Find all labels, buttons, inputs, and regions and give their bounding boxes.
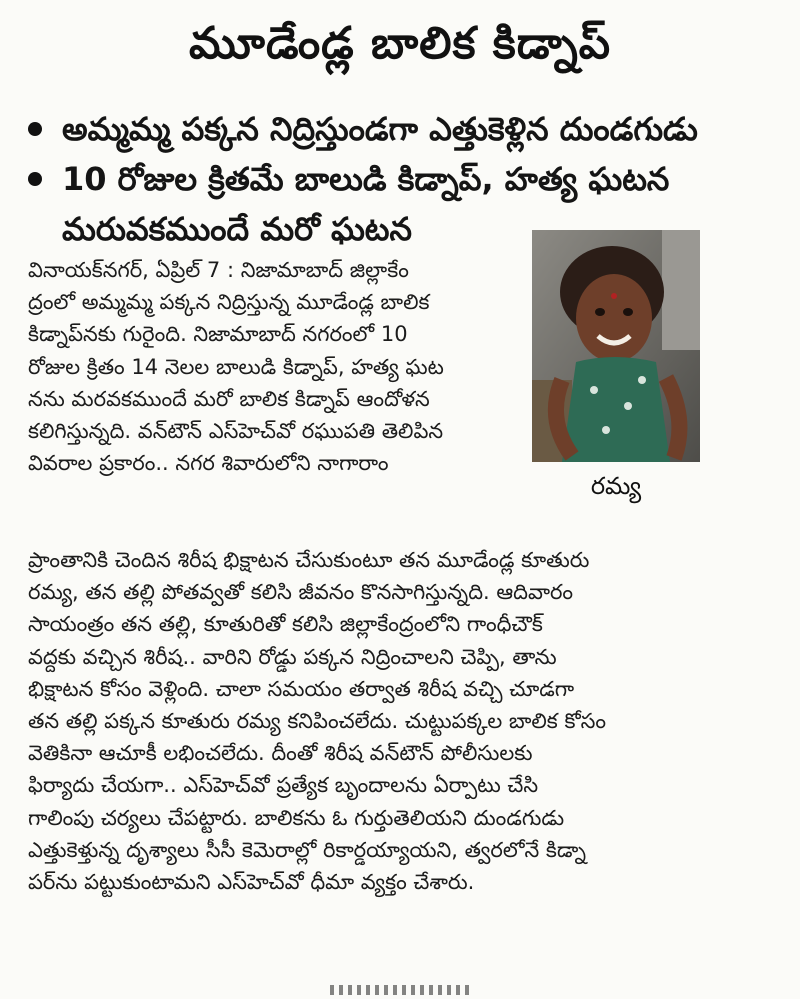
bullet-dot-icon <box>28 122 42 136</box>
bullet-point <box>28 104 768 154</box>
article-line: రమ్య, తన తల్లి పోతవ్వతో కలిసి జీవనం కొనసాగిస్తున్నది. ఆదివారం <box>28 580 574 605</box>
article-line: నను మరవకముందే మరో బాలిక కిడ్నాప్ ఆందోళన <box>28 386 430 411</box>
article-line: గాలింపు చర్యలు చేపట్టారు. బాలికను ఓ గుర్తుతెలియని దుండగుడు <box>28 805 565 830</box>
article-line: వివరాల ప్రకారం.. నగర శివారులోని నాగారాం <box>28 451 389 476</box>
article-line: వినాయక్‌నగర్, ఏప్రిల్ 7 : నిజామాబాద్ జిల్లాకేం <box>28 258 409 282</box>
article-line: పర్‌ను పట్టుకుంటామని ఎస్‌హెచ్‌వో ధీమా వ్యక్తం చేశారు. <box>28 869 475 894</box>
article-line: రోజుల క్రితం 14 నెలల బాలుడి కిడ్నాప్, హత్య ఘట <box>28 354 444 379</box>
article-line: ప్రాంతానికి చెందిన శిరీష భిక్షాటన చేసుకుంటూ తన మూడేండ్ల కూతురు <box>28 548 590 572</box>
child-photo-illustration <box>532 230 700 462</box>
bullet-dot-icon <box>28 172 42 186</box>
article-line: ఫిర్యాదు చేయగా.. ఎస్‌హెచ్‌వో ప్రత్యేక బృందాలను ఏర్పాటు చేసి <box>28 773 539 798</box>
clipping-edge-divider <box>330 985 470 995</box>
article-line: సాయంత్రం తన తల్లి, కూతురితో కలిసి జిల్లాకేంద్రంలోని గాంధీచౌక్ <box>28 612 543 637</box>
article-body-wide <box>28 544 752 898</box>
photo-caption: రమ్య <box>590 472 642 500</box>
bullet-text: 10 రోజుల క్రితమే బాలుడి కిడ్నాప్, హత్య ఘటన <box>62 160 670 198</box>
child-photo <box>532 230 700 462</box>
article-line: ఎత్తుకెళ్తున్న దృశ్యాలు సీసీ కెమెరాల్లో రికార్డయ్యాయని, త్వరలోనే కిడ్నా <box>28 837 586 862</box>
bullet-text: అమ్మమ్మ పక్కన నిద్రిస్తుండగా ఎత్తుకెళ్లిన దుండగుడు <box>62 110 698 148</box>
article-line: వెతికినా ఆచూకీ లభించలేదు. దీంతో శిరీష వన్‌టౌన్ పోలీసులకు <box>28 741 533 766</box>
bullet-point <box>28 154 768 204</box>
article-line: వద్దకు వచ్చిన శిరీష.. వారిని రోడ్డు పక్కన నిద్రించాలని చెప్పి, తాను <box>28 644 557 669</box>
article-line: ద్రంలో అమ్మమ్మ పక్కన నిద్రిస్తున్న మూడేండ్ల బాలిక <box>28 290 430 315</box>
article-line: తన తల్లి పక్కన కూతురు రమ్య కనిపించలేదు. చుట్టుపక్కల బాలిక కోసం <box>28 708 607 733</box>
article-line: భిక్షాటన కోసం వెళ్లింది. చాలా సమయం తర్వాత శిరీష వచ్చి చూడగా <box>28 676 575 701</box>
article-line: కలిగిస్తున్నది. వన్‌టౌన్ ఎస్‌హెచ్‌వో రఘుపతి తెలిపిన <box>28 418 444 443</box>
article-body-narrow <box>28 254 524 479</box>
article-line: కిడ్నాప్‌నకు గురైంది. నిజామాబాద్ నగరంలో 10 <box>28 322 408 347</box>
bullet-text: మరువకముందే మరో ఘటన <box>62 210 412 248</box>
headline: మూడేండ్ల బాలిక కిడ్నాప్ <box>189 18 611 69</box>
